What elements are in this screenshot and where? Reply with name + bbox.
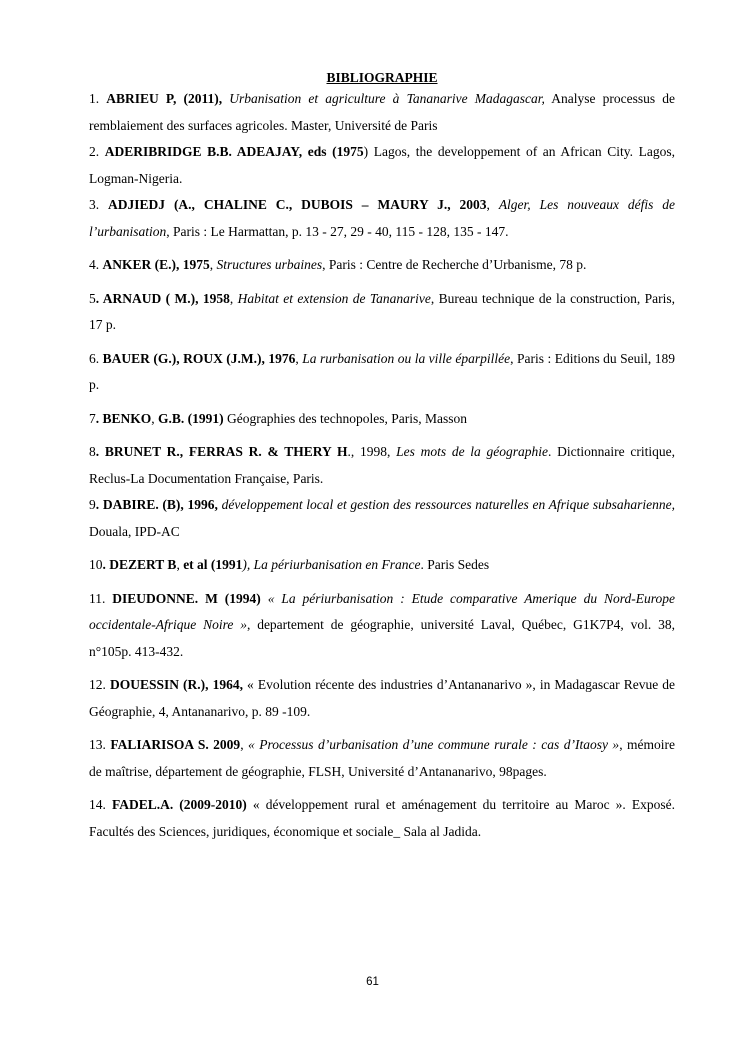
entry-text: , mémoire de maîtrise, département de géographie, FLSH, Université d’Antananarivo, 98pages. [89,737,676,779]
entry-text: 12. [89,677,110,692]
entry-text: 3. [89,197,109,212]
entry-title: ), La périurbanisation en France [242,557,421,572]
entry-title: La rurbanisation ou la ville éparpillée [302,350,511,366]
entry-text: 9 [89,497,96,512]
bibliography-entry [89,792,675,845]
entry-text: 1. [89,91,107,106]
entry-text: 4. [89,257,103,272]
entry-text: 6. [89,350,103,366]
entry-text: ) Lagos, the developpement of an African City. Lagos, Logman-Nigeria. [89,144,676,186]
entry-text: 10 [89,557,103,572]
entry-author: ADJIEDJ (A., CHALINE C., DUBOIS – MAURY J., 2003 [108,197,487,212]
entry-author: DOUESSIN (R.), 1964, [109,677,243,692]
entry-text: , Paris : Centre de Recherche d’Urbanisme, 78 p. [322,257,587,272]
bibliography-entry [89,406,675,433]
entry-author: BAUER (G.), ROUX (J.M.), 1976 [102,350,296,366]
entry-title: Les mots de la géographie [396,444,549,459]
bibliography-entry [89,252,675,279]
entry-title: « Processus d’urbanisation d’une commune rurale : cas d’Itaosy » [248,737,620,752]
bibliography-entry [89,672,675,725]
entry-text: , Paris : Le Harmattan, p. 13 - 27, 29 - 40, 115 - 128, 135 - 147. [166,223,509,239]
bibliography-entry [89,192,675,245]
entry-text: , [229,290,238,306]
entry-title: développement local et gestion des ressources naturelles en Afrique subsaharienne, [221,497,676,512]
bibliography-list [89,86,675,845]
entry-text: « développement rural et aménagement du territoire au Maroc ». Exposé. Facultés des Sciences, juridiques, économique et sociale_ Sala al Jadida. [89,797,675,839]
entry-text: 7 [89,410,96,426]
entry-author: FADEL.A. (2009-2010) [111,797,247,812]
entry-text: Analyse processus de remblaiement des surfaces agricoles. Master, Université de Paris [89,91,676,133]
entry-text: Géographies des technopoles, Paris, Masson [223,410,467,426]
entry-author: . BRUNET R., FERRAS R. & THERY H [95,444,348,459]
entry-text: , [151,410,159,426]
bibliography-entry [89,439,675,492]
bibliography-page [89,70,675,845]
entry-author: ADERIBRIDGE B.B. ADEAJAY, eds (1975 [104,144,364,159]
entry-author: FALIARISOA S. 2009 [110,737,241,752]
entry-title: Alger, Les nouveaux défis de l’urbanisation [89,197,676,239]
entry-title: Structures urbaines [216,257,323,272]
page-title: BIBLIOGRAPHIE [326,70,438,85]
bibliography-entry [89,139,675,192]
entry-text: . Dictionnaire critique, Reclus-La Documentation Française, Paris. [89,444,675,486]
entry-text: , Paris : Editions du Seuil, 189 p. [89,350,676,392]
entry-author: ANKER (E.), 1975 [102,257,210,272]
entry-text: , departement de géographie, université Laval, Québec, G1K7P4, vol. 38, n°105p. 413-432. [89,617,675,659]
entry-text: « Evolution récente des industries d’Antananarivo », in Madagascar Revue de Géographie, 4, Antananarivo, p. 89 -109. [89,677,675,719]
entry-text: 13. [89,737,111,752]
entry-text: , [209,257,217,272]
entry-text: 11. [89,590,113,606]
entry-author: . BENKO [95,410,152,426]
entry-text: , Bureau technique de la construction, Paris, 17 p. [89,290,675,332]
entry-text: ., 1998, [347,444,397,459]
entry-title: « La périurbanisation : Etude comparative Amerique du Nord-Europe occidentale-Afrique Noire » [89,590,676,632]
entry-text: , [295,350,303,366]
entry-text: . Paris Sedes [420,557,490,572]
entry-text: 14. [89,797,112,812]
entry-text: 2. [89,144,105,159]
bibliography-entry [89,492,675,545]
bibliography-entry [89,586,675,666]
entry-author: . ARNAUD ( M.), 1958 [95,290,230,306]
bibliography-entry [89,732,675,785]
entry-title: Urbanisation et agriculture à Tananarive Madagascar, [229,91,545,106]
entry-author: G.B. (1991) [158,410,224,426]
entry-author: . DEZERT B [102,557,177,572]
entry-text: Douala, IPD-AC [89,523,180,539]
page-number: 61 [366,976,379,988]
entry-author: . DABIRE. (B), 1996, [95,497,218,512]
entry-author: et al (1991 [183,557,243,572]
bibliography-entry [89,552,675,579]
entry-text: 5 [89,290,96,306]
entry-text: , [176,557,184,572]
bibliography-entry [89,346,675,399]
entry-text: , [240,737,249,752]
entry-author: ABRIEU P, (2011), [106,91,223,106]
bibliography-entry [89,286,675,339]
bibliography-entry [89,86,675,139]
entry-text: 8 [89,444,96,459]
entry-author: DIEUDONNE. M (1994) [112,590,261,606]
entry-text: , [486,197,499,212]
entry-title: Habitat et extension de Tananarive [237,290,431,306]
entry-text [261,591,268,606]
